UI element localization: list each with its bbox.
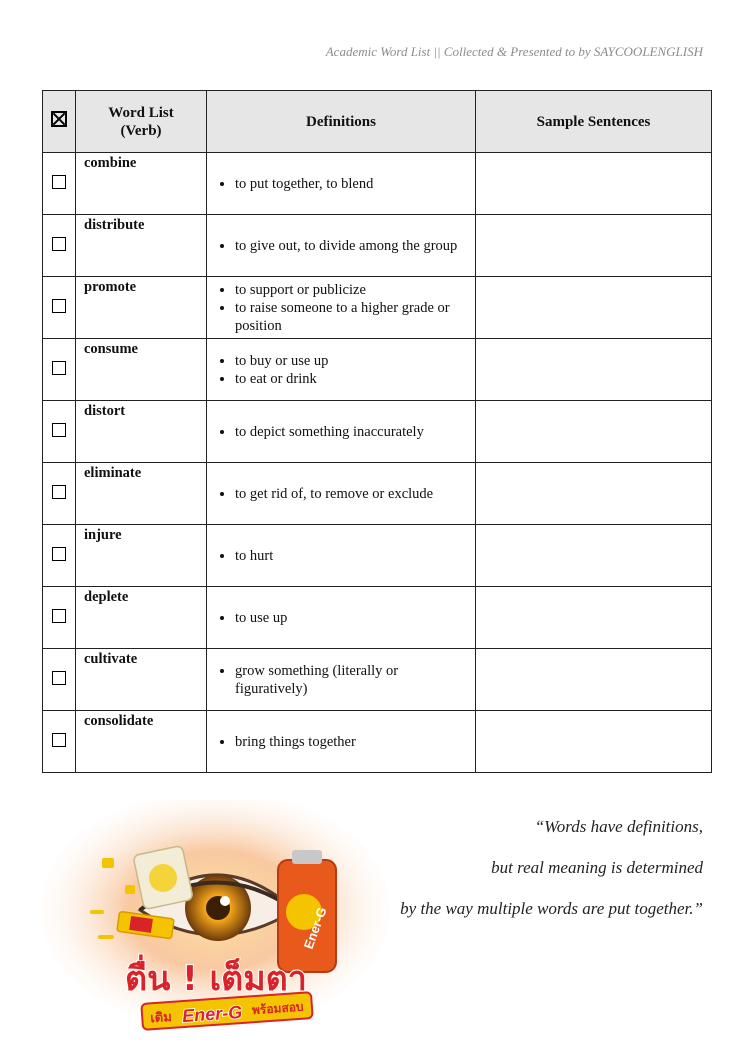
word-cell xyxy=(76,153,207,215)
checkbox-icon[interactable] xyxy=(52,361,66,375)
word-cell xyxy=(76,711,207,773)
candy-piece-icon xyxy=(102,858,114,868)
checkbox-icon[interactable] xyxy=(52,299,66,313)
row-checkbox-cell[interactable] xyxy=(43,525,76,587)
definition-item: • to depict something inaccurately xyxy=(235,423,469,441)
word-cell xyxy=(76,525,207,587)
word-label: eliminate xyxy=(84,465,142,481)
svg-text:Ener-G: Ener-G xyxy=(300,905,330,952)
ad-tagline-post: พร้อมสอบ xyxy=(251,999,304,1018)
checked-box-icon[interactable] xyxy=(51,111,67,127)
checkbox-icon[interactable] xyxy=(52,175,66,189)
checkbox-icon[interactable] xyxy=(52,547,66,561)
word-label: consume xyxy=(84,341,138,357)
checkbox-icon[interactable] xyxy=(52,237,66,251)
definition-item: • to get rid of, to remove or exclude xyxy=(235,485,469,503)
word-label: deplete xyxy=(84,589,129,605)
table-row xyxy=(43,711,712,773)
table-row xyxy=(43,215,712,277)
table-row xyxy=(43,153,712,215)
quote-line: but real meaning is determined xyxy=(491,858,703,877)
sample-sentence-cell[interactable] xyxy=(476,215,712,277)
word-cell xyxy=(76,401,207,463)
definition-item: • to eat or drink xyxy=(235,370,469,388)
snack-pack-icon xyxy=(133,845,193,909)
energy-drink-ad xyxy=(30,800,390,1050)
row-checkbox-cell[interactable] xyxy=(43,153,76,215)
word-label: distort xyxy=(84,403,126,419)
checkbox-icon[interactable] xyxy=(52,609,66,623)
quote-line: “Words have definitions, xyxy=(534,817,703,836)
word-cell xyxy=(76,339,207,401)
table-row xyxy=(43,587,712,649)
word-label: consolidate xyxy=(84,713,154,729)
sample-sentence-cell[interactable] xyxy=(476,649,712,711)
definitions-cell xyxy=(207,401,476,463)
checkbox-icon[interactable] xyxy=(52,423,66,437)
table-row xyxy=(43,401,712,463)
ad-brand: Ener-G xyxy=(181,1001,243,1027)
sample-sentence-cell[interactable] xyxy=(476,711,712,773)
word-label: distribute xyxy=(84,217,145,233)
row-checkbox-cell[interactable] xyxy=(43,649,76,711)
definition-item: • to support or publicize xyxy=(235,281,469,299)
ad-headline: ตื่น ! เต็มตา xyxy=(125,959,307,999)
word-label: combine xyxy=(84,155,137,171)
sample-sentence-cell[interactable] xyxy=(476,401,712,463)
definitions-cell xyxy=(207,153,476,215)
definitions-cell xyxy=(207,649,476,711)
table-row xyxy=(43,525,712,587)
row-checkbox-cell[interactable] xyxy=(43,215,76,277)
sample-sentence-cell[interactable] xyxy=(476,463,712,525)
table-row xyxy=(43,277,712,339)
definition-item: • to use up xyxy=(235,609,469,627)
checkbox-icon[interactable] xyxy=(52,671,66,685)
candy-piece-icon xyxy=(125,885,135,894)
checkbox-icon[interactable] xyxy=(52,733,66,747)
candy-piece-icon xyxy=(98,935,114,939)
sample-sentence-cell[interactable] xyxy=(476,339,712,401)
definitions-cell xyxy=(207,525,476,587)
definition-item: • bring things together xyxy=(235,733,469,751)
drink-pouch-icon xyxy=(278,850,336,972)
sample-sentences-header: Sample Sentences xyxy=(476,91,712,153)
word-label: cultivate xyxy=(84,651,138,667)
word-cell xyxy=(76,587,207,649)
definitions-cell xyxy=(207,215,476,277)
word-cell xyxy=(76,277,207,339)
checkbox-icon[interactable] xyxy=(52,485,66,499)
word-cell xyxy=(76,463,207,525)
table-row xyxy=(43,339,712,401)
row-checkbox-cell[interactable] xyxy=(43,401,76,463)
definition-item: • to put together, to blend xyxy=(235,175,469,193)
definitions-cell xyxy=(207,587,476,649)
word-cell xyxy=(76,215,207,277)
word-cell xyxy=(76,649,207,711)
definition-item: • to buy or use up xyxy=(235,352,469,370)
sample-sentence-cell[interactable] xyxy=(476,277,712,339)
table-row xyxy=(43,463,712,525)
definitions-cell xyxy=(207,711,476,773)
sample-sentence-cell[interactable] xyxy=(476,587,712,649)
select-all-header[interactable] xyxy=(43,91,76,153)
row-checkbox-cell[interactable] xyxy=(43,277,76,339)
definitions-cell xyxy=(207,277,476,339)
sample-sentence-cell[interactable] xyxy=(476,525,712,587)
definition-item: • to give out, to divide among the group xyxy=(235,237,469,255)
page-header: Academic Word List || Collected & Presented to by SAYCOOLENGLISH xyxy=(325,44,703,59)
quote-line: by the way multiple words are put together.” xyxy=(400,899,703,918)
definitions-cell xyxy=(207,463,476,525)
sample-sentence-cell[interactable] xyxy=(476,153,712,215)
row-checkbox-cell[interactable] xyxy=(43,463,76,525)
definitions-header: Definitions xyxy=(207,91,476,153)
quote xyxy=(400,806,703,929)
candy-piece-icon xyxy=(90,910,104,914)
row-checkbox-cell[interactable] xyxy=(43,587,76,649)
table-header-row xyxy=(43,91,712,153)
definition-item: • grow something (literally or figuratively) xyxy=(235,662,469,698)
definition-item: • to hurt xyxy=(235,547,469,565)
table-row xyxy=(43,649,712,711)
word-list-header: Word List (Verb) xyxy=(76,91,207,153)
word-label: injure xyxy=(84,527,122,543)
row-checkbox-cell[interactable] xyxy=(43,339,76,401)
definition-item: • to raise someone to a higher grade or position xyxy=(235,299,469,335)
word-list-table xyxy=(42,90,712,773)
ad-tagline-pre: เติม xyxy=(149,1009,173,1027)
word-label: promote xyxy=(84,279,137,295)
row-checkbox-cell[interactable] xyxy=(43,711,76,773)
definitions-cell xyxy=(207,339,476,401)
